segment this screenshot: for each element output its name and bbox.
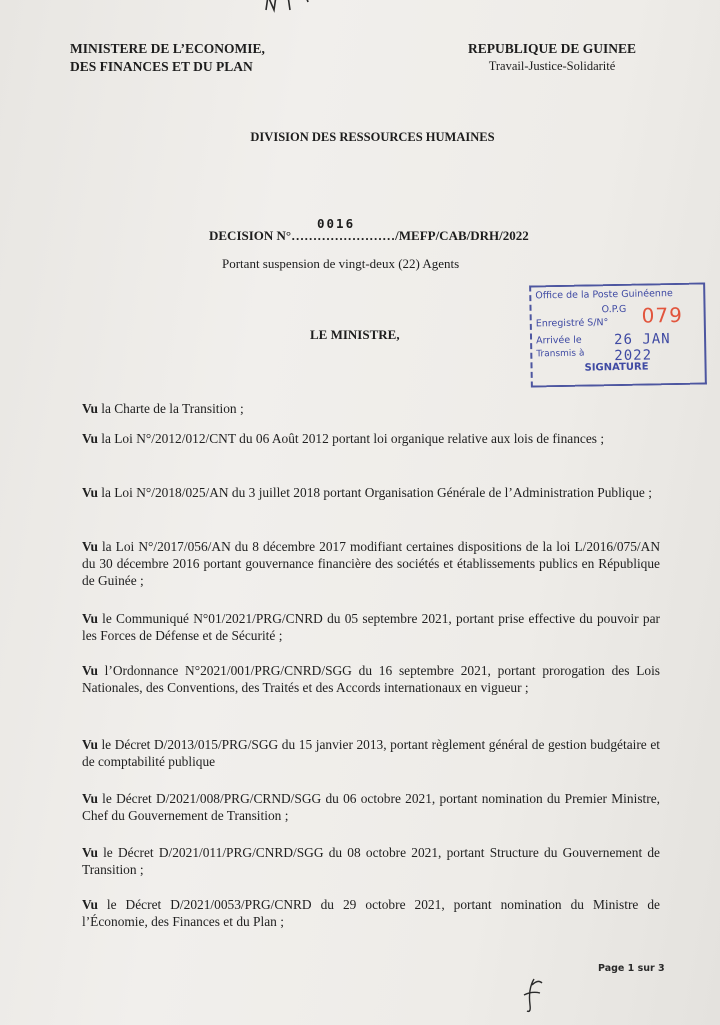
ministry-line-1: MINISTERE DE L’ECONOMIE, — [70, 41, 265, 56]
visa-lead: Vu — [82, 845, 98, 860]
visa-text: la Loi N°/2012/012/CNT du 06 Août 2012 portant loi organique relative aux lois de finances ; — [97, 431, 605, 446]
visa-paragraph — [82, 790, 660, 824]
visa-lead: Vu — [82, 897, 98, 912]
stamp-acronym: O.P.G — [601, 303, 627, 316]
visa-lead: Vu — [82, 791, 98, 806]
visa-text: le Communiqué N°01/2021/PRG/CNRD du 05 septembre 2021, portant prise effective du pouvoir par les Forces de Défense et de Sécurité ; — [82, 611, 660, 643]
visa-lead: Vu — [82, 663, 98, 678]
handwritten-mark-top — [262, 0, 322, 16]
ministry-line-2: DES FINANCES ET DU PLAN — [70, 59, 253, 74]
visa-text: l’Ordonnance N°2021/001/PRG/CNRD/SGG du 16 septembre 2021, portant prorogation des Lois Nationales, des Conventions, des Traités et des Accords internationaux en vigueur ; — [82, 663, 660, 695]
visa-text: la Loi N°/2018/025/AN du 3 juillet 2018 portant Organisation Générale de l’Administration Publique ; — [97, 485, 652, 500]
stamp-office-name: Office de la Poste Guinéenne — [535, 288, 673, 302]
stamp-date: 26 JAN 2022 — [613, 331, 671, 365]
visa-paragraph — [82, 484, 660, 501]
handwritten-initial — [520, 975, 546, 1015]
visa-paragraph — [82, 430, 660, 447]
national-motto: Travail-Justice-Solidarité — [488, 59, 616, 73]
ministry-header — [70, 40, 265, 76]
stamp-transmitted-label: Transmis à — [536, 348, 585, 360]
visa-lead: Vu — [82, 737, 98, 752]
visa-lead: Vu — [82, 401, 98, 416]
decision-number-line — [209, 216, 529, 244]
visa-paragraph — [82, 400, 660, 417]
decision-suffix: /MEFP/CAB/DRH/2022 — [395, 228, 529, 243]
post-office-stamp — [529, 282, 707, 387]
decision-prefix: DECISION N° — [209, 228, 292, 243]
visa-text: le Décret D/2021/0053/PRG/CNRD du 29 octobre 2021, portant nomination du Ministre de l’Économie, des Finances et du Plan ; — [82, 897, 660, 929]
visa-paragraph — [82, 736, 660, 770]
visa-text: le Décret D/2021/011/PRG/CNRD/SGG du 08 octobre 2021, portant Structure du Gouvernement de Transition ; — [82, 845, 660, 877]
decision-number-stamp: 0016 — [317, 216, 356, 231]
visa-paragraph — [82, 610, 660, 644]
visa-lead: Vu — [82, 611, 98, 626]
visa-lead: Vu — [82, 431, 98, 446]
stamp-registered-label: Enregistré S/N° — [535, 317, 609, 330]
stamp-arrival-label: Arrivée le — [535, 334, 582, 347]
country-header — [442, 40, 662, 75]
division-title: DIVISION DES RESSOURCES HUMAINES — [250, 130, 495, 144]
decision-dots: …………………… — [291, 228, 396, 243]
visa-lead: Vu — [82, 539, 98, 554]
visa-lead: Vu — [82, 485, 98, 500]
visa-text: le Décret D/2013/015/PRG/SGG du 15 janvier 2013, portant règlement général de gestion budgétaire et de comptabilité publique — [82, 737, 660, 769]
stamp-registration-number: 079 — [641, 302, 684, 328]
visa-text: la Charte de la Transition ; — [97, 401, 244, 416]
visa-paragraph — [82, 844, 660, 878]
visa-text: le Décret D/2021/008/PRG/CRND/SGG du 06 octobre 2021, portant nomination du Premier Ministre, Chef du Gouvernement de Transition ; — [82, 791, 660, 823]
visa-text: la Loi N°/2017/056/AN du 8 décembre 2017 modifiant certaines dispositions de la loi L/2016/075/AN du 30 décembre 2016 portant gouvernance financière des sociétés et établissements publics en République de Guinée ; — [82, 539, 660, 588]
page-number: Page 1 sur 3 — [598, 963, 665, 974]
visa-paragraph — [82, 896, 660, 930]
visa-paragraph — [82, 662, 660, 696]
country-name: REPUBLIQUE DE GUINEE — [467, 41, 637, 56]
visa-paragraph — [82, 538, 660, 589]
decision-subject: Portant suspension de vingt-deux (22) Agents — [222, 256, 460, 271]
document-title: LE MINISTRE, — [310, 327, 400, 342]
stamp-signature-label: SIGNATURE — [584, 361, 649, 374]
